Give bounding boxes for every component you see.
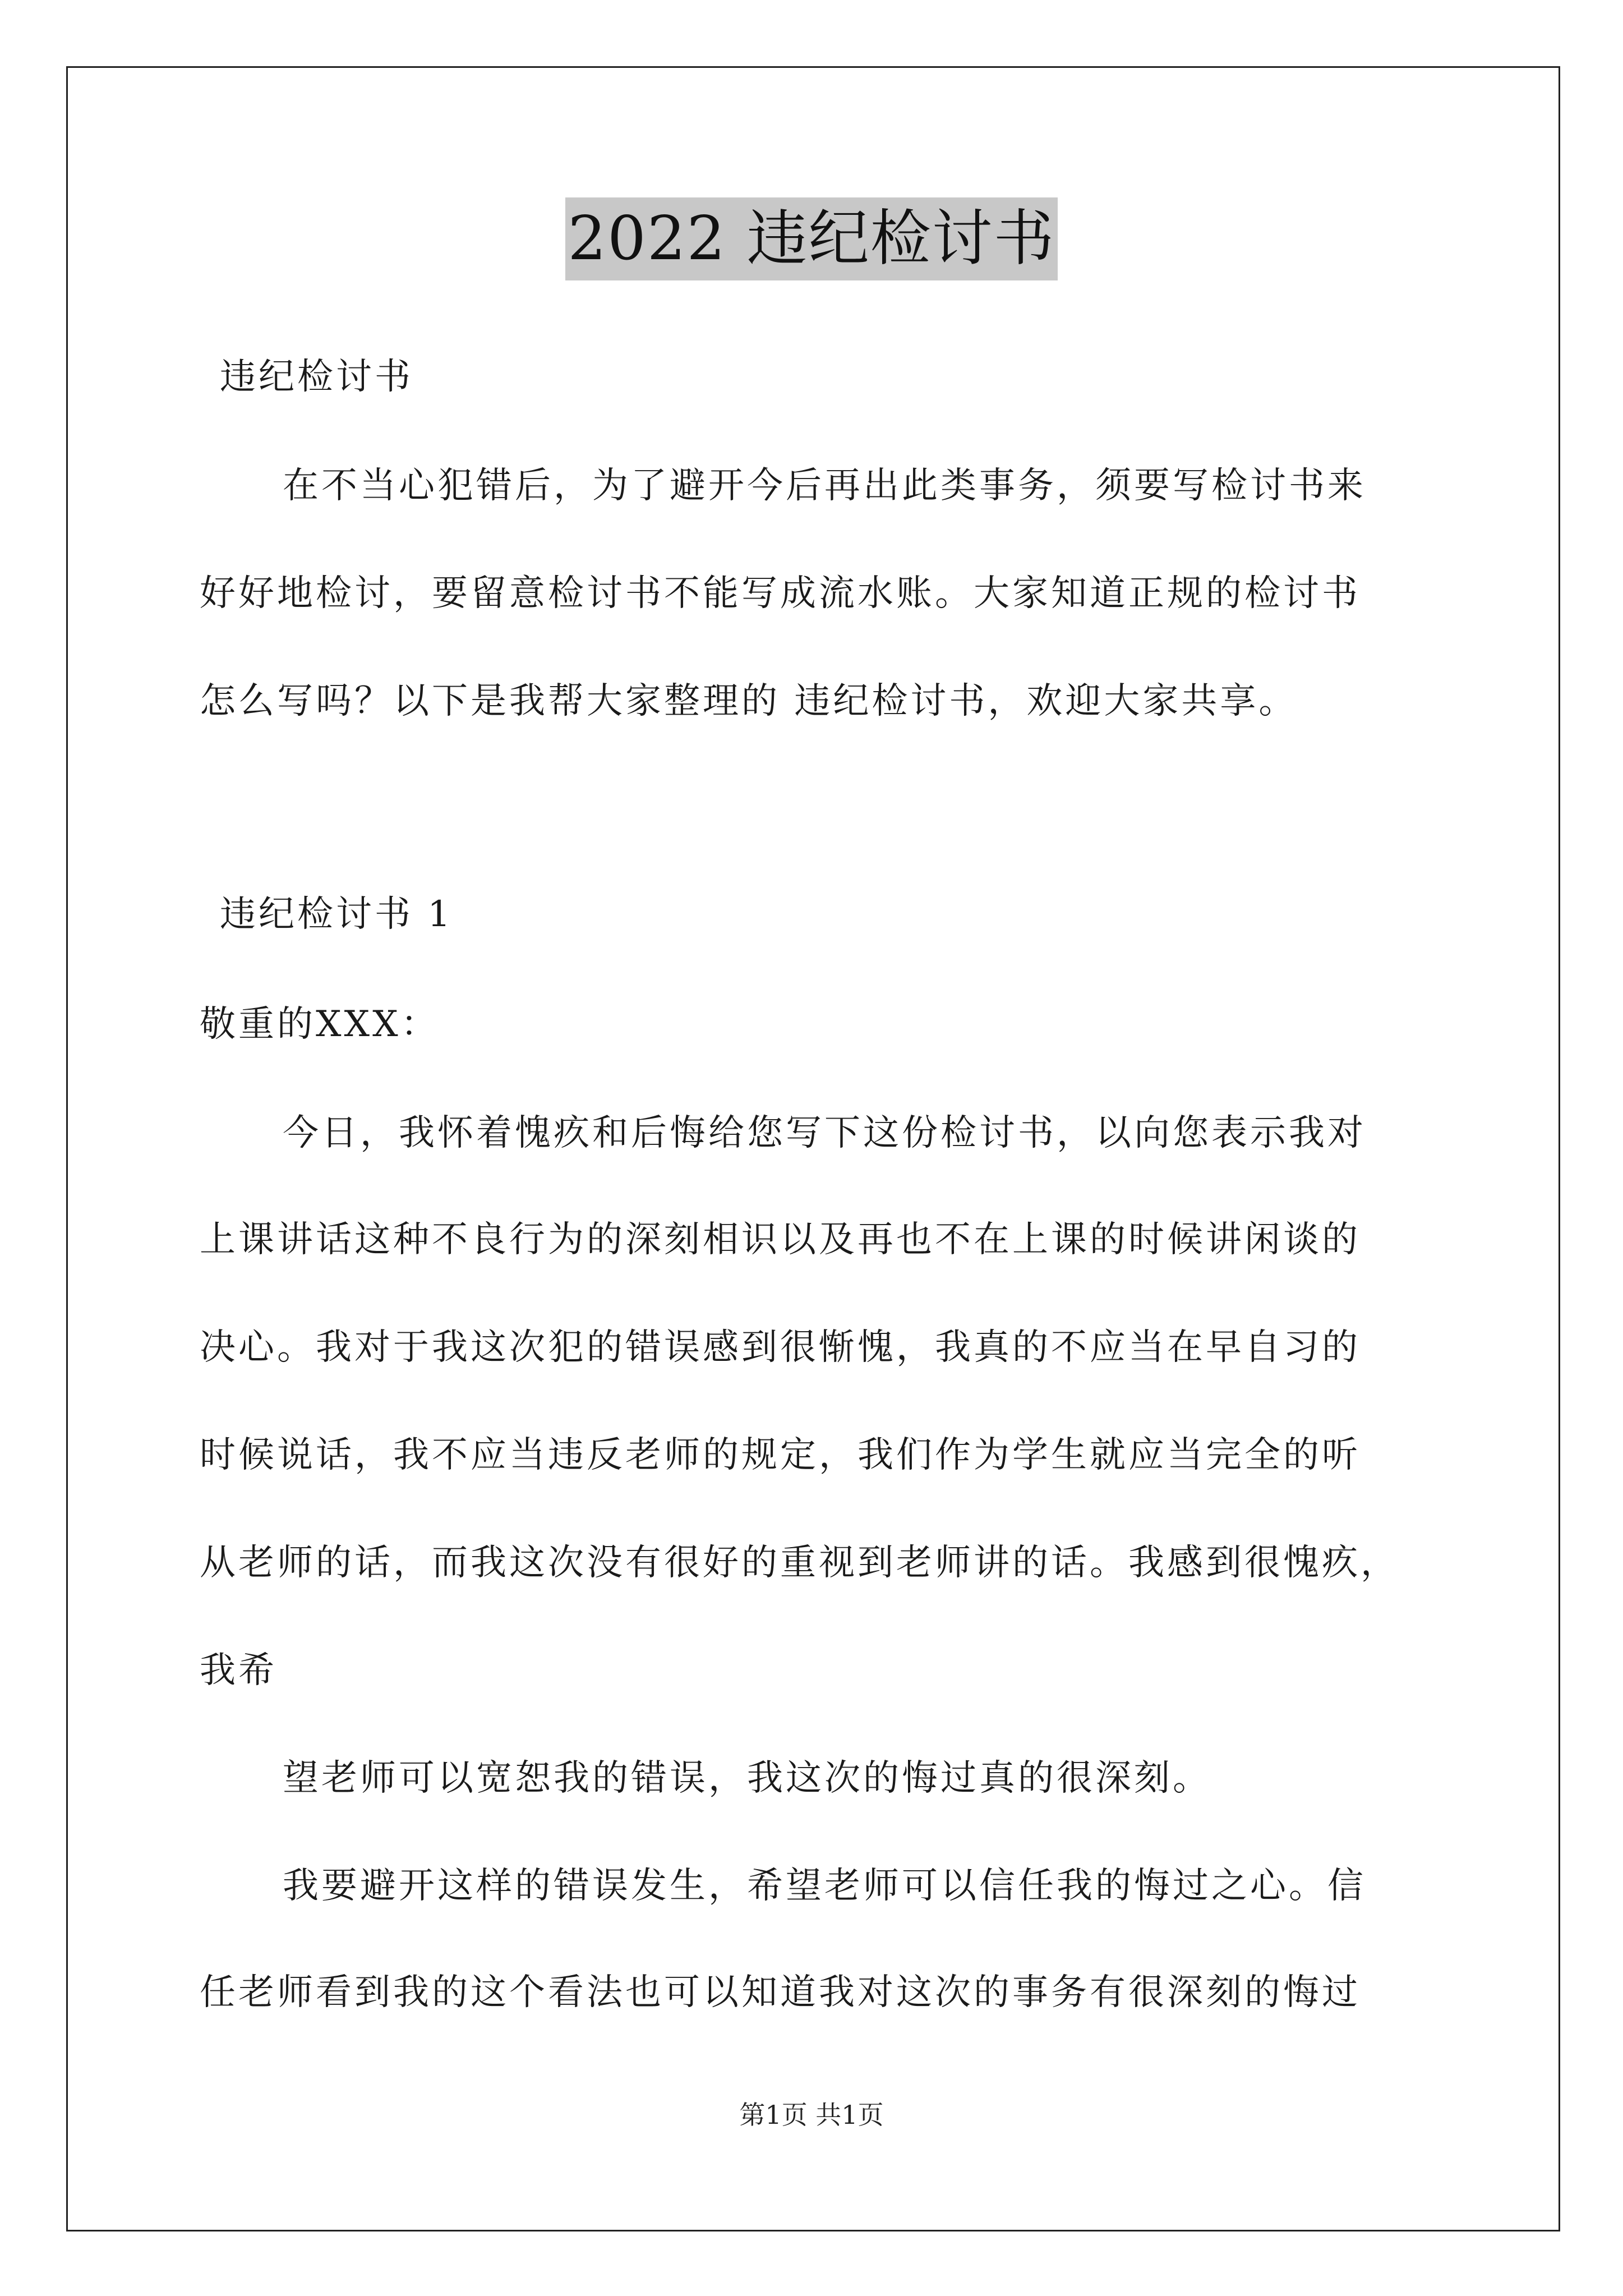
intro-line-3: 怎么写吗？以下是我帮大家整理的 违纪检讨书，欢迎大家共享。 bbox=[200, 680, 1298, 722]
document-title: 2022 违纪检讨书 bbox=[565, 197, 1057, 280]
body-line-4: 时候说话，我不应当违反老师的规定，我们作为学生就应当完全的听 bbox=[200, 1434, 1361, 1476]
body-line-8: 我要避开这样的错误发生，希望老师可以信任我的悔过之心。信 bbox=[283, 1865, 1366, 1907]
document-subtitle: 违纪检讨书 bbox=[220, 356, 413, 398]
salutation: 敬重的XXX： bbox=[200, 1004, 440, 1045]
body-line-7: 望老师可以宽恕我的错误，我这次的悔过真的很深刻。 bbox=[283, 1757, 1211, 1799]
body-line-6: 我希 bbox=[200, 1650, 277, 1691]
section-heading: 违纪检讨书 1 bbox=[220, 894, 454, 935]
body-line-1: 今日，我怀着愧疚和后悔给您写下这份检讨书，以向您表示我对 bbox=[283, 1112, 1366, 1154]
body-line-5: 从老师的话，而我这次没有很好的重视到老师讲的话。我感到很愧疚， bbox=[200, 1542, 1399, 1584]
intro-line-2: 好好地检讨，要留意检讨书不能写成流水账。大家知道正规的检讨书 bbox=[200, 573, 1361, 614]
page-footer: 第1页 共1页 bbox=[739, 2100, 884, 2130]
title-container bbox=[0, 197, 1623, 280]
intro-line-1: 在不当心犯错后，为了避开今后再出此类事务，须要写检讨书来 bbox=[283, 465, 1366, 507]
body-line-2: 上课讲话这种不良行为的深刻相识以及再也不在上课的时候讲闲谈的 bbox=[200, 1219, 1361, 1260]
body-line-9: 任老师看到我的这个看法也可以知道我对这次的事务有很深刻的悔过 bbox=[200, 1972, 1361, 2013]
body-line-3: 决心。我对于我这次犯的错误感到很惭愧，我真的不应当在早自习的 bbox=[200, 1327, 1361, 1368]
